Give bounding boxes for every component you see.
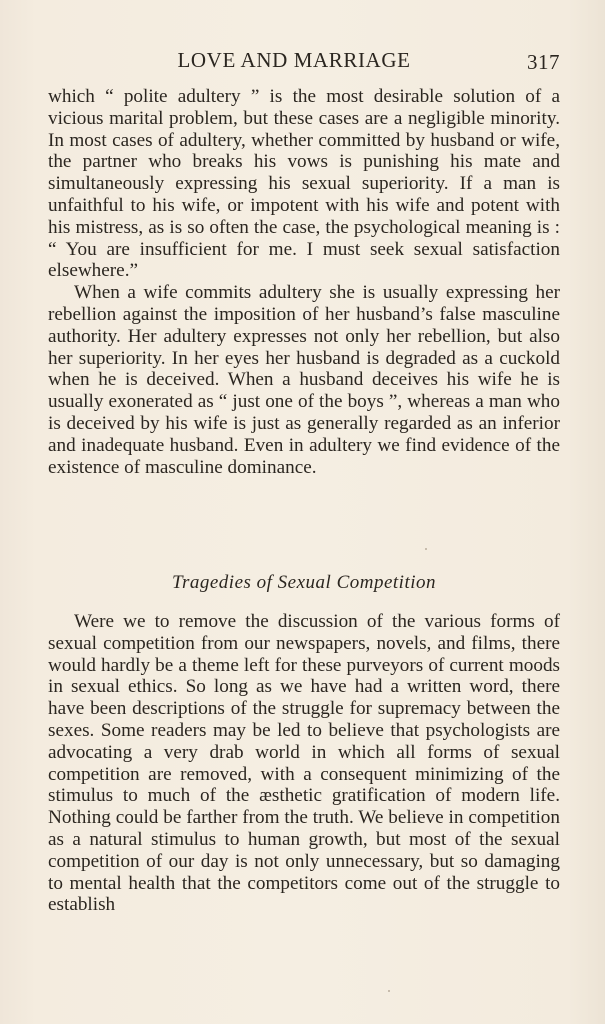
paragraph-wife-adultery: When a wife commits adultery she is usually expressing her rebellion against the imposition of her husband’s false masculine authority. Her adultery expresses not only her rebellion, but also her superiority. In her eyes her husband is degraded as a cuckold when he is deceived. When a husband deceives his wife he is usually exonerated as “ just one of the boys ”, whereas a man who is deceived by his wife is just as generally regarded as an inferior and inadequate husband. Even in adultery we find evidence of the existence of masculine dominance. <box>48 282 560 478</box>
paper-speck <box>388 990 390 992</box>
paper-speck <box>425 548 427 550</box>
section-heading: Tragedies of Sexual Competition <box>171 572 437 593</box>
page-number: 317 <box>527 50 560 74</box>
paragraph-continued: which “ polite adultery ” is the most desirable solution of a vicious marital problem, but these cases are a negligible minority. In most cases of adultery, whether committed by husband or wife, the partner who breaks his vows is punishing his mate and simultaneously expressing his sexual superiority. If a man is unfaithful to his wife, or impotent with his wife and potent with his mistress, as is so often the case, the psychological meaning is : “ You are insufficient for me. I must seek sexual satisfaction elsewhere.” <box>48 86 560 282</box>
body-text-top <box>48 86 560 478</box>
paragraph-sexual-competition: Were we to remove the discussion of the various forms of sexual competition from our newspapers, novels, and films, there would hardly be a theme left for these purveyors of current moods in sexual ethics. So long as we have had a written word, there have been descriptions of the struggle for supremacy between the sexes. Some readers may be led to believe that psychologists are advocating a very drab world in which all forms of sexual competition are removed, with a consequent minimizing of the stimulus to much of the æsthetic gratification of modern life. Nothing could be farther from the truth. We believe in competition as a natural stimulus to human growth, but most of the sexual competition of our day is not only unnecessary, but so damaging to mental health that the competitors come out of the struggle to establish <box>48 611 560 916</box>
body-text-bottom <box>48 611 560 916</box>
running-title: LOVE AND MARRIAGE <box>177 48 411 72</box>
running-head <box>48 46 560 76</box>
